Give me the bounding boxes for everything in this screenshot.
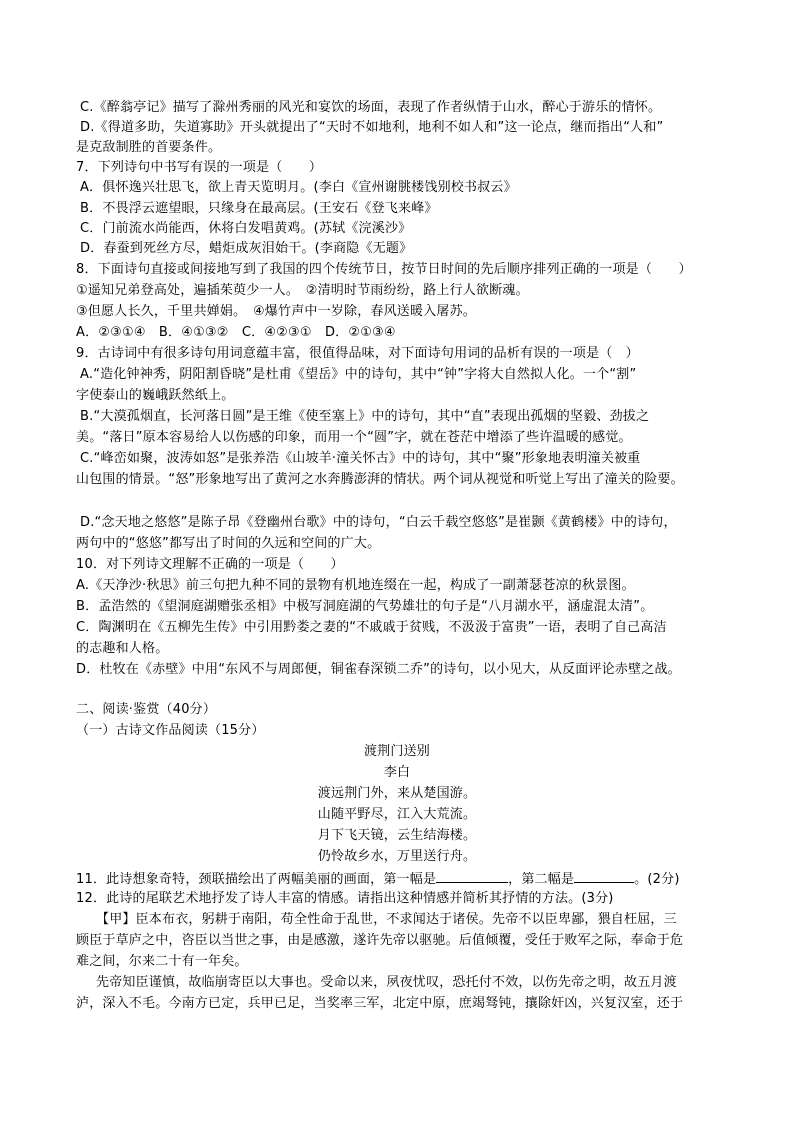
passage-jia-line: 【甲】臣本布衣，躬耕于南阳，苟全性命于乱世，不求闻达于诸侯。先帝不以臣卑鄙，猥自枉屈，三 <box>96 912 677 927</box>
q10-option-b: B．孟浩然的《望洞庭湖赠张丞相》中极写洞庭湖的气势雄壮的句子是“八月湖水平，涵虚混太清”。 <box>76 599 654 614</box>
q12-stem: 12．此诗的尾联艺术地抒发了诗人丰富的情感。请指出这种情感并简析其抒情的方法。(3分) <box>76 891 614 906</box>
q11-text-3: 。(2分) <box>634 872 680 887</box>
q7-option-c: C．门前流水尚能西，休将白发唱黄鸡。(苏轼《浣溪沙》 <box>80 221 412 236</box>
passage-jia-line: 泸，深入不毛。今南方已定，兵甲已足，当奖率三军，北定中原，庶竭驽钝，攘除奸凶，兴复汉室，还于 <box>76 996 684 1011</box>
answer-blank-2[interactable] <box>574 869 634 883</box>
passage-jia-line: 难之间，尔来二十有一年矣。 <box>76 954 248 969</box>
q9-option-c-cont: 山包围的情景。“怒”形象地写出了黄河之水奔腾澎湃的情状。两个词从视觉和听觉上写出了潼关的险要。 <box>76 472 684 487</box>
q11-text-2: ，第二幅是 <box>508 872 575 887</box>
poem-line: 仍怜故乡水，万里送行舟。 <box>317 849 477 864</box>
q11-stem <box>76 869 726 889</box>
q10-option-a: A.《天净沙·秋思》前三句把九种不同的景物有机地连缀在一起，构成了一副萧瑟苍凉的秋景图。 <box>76 578 635 593</box>
q8-verses-2: ③但愿人长久，千里共婵娟。 ④爆竹声中一岁除，春风送暖入屠苏。 <box>76 304 477 319</box>
poem-author: 李白 <box>383 765 411 780</box>
q9-option-d-cont: 两句中的“悠悠”都写出了时间的久远和空间的广大。 <box>76 536 381 551</box>
q9-option-a-cont: 字使泰山的巍峨跃然纸上。 <box>76 388 235 403</box>
q7-stem: 7．下列诗句中书写有误的一项是（ ） <box>76 160 323 175</box>
q10-option-c-cont: 的志趣和人格。 <box>76 641 169 656</box>
poem-line: 渡远荆门外，来从楚国游。 <box>317 786 477 801</box>
q8-stem: 8．下面诗句直接或间接地写到了我国的四个传统节日，按节日时间的先后顺序排列正确的一项是（ ） <box>76 262 692 277</box>
q8-options: A．②③①④ B．④①③② C．④②③① D．②①③④ <box>76 325 396 340</box>
q9-option-d: D.“念天地之悠悠”是陈子昂《登幽州台歌》中的诗句，“白云千载空悠悠”是崔颢《黄鹤楼》中的诗句， <box>80 515 677 530</box>
q9-option-b: B.“大漠孤烟直，长河落日圆”是王维《使至塞上》中的诗句，其中“直”表现出孤烟的坚毅、劲拔之 <box>80 409 650 424</box>
q8-verses-1: ①遥知兄弟登高处，遍插茱萸少一人。 ②清明时节雨纷纷，路上行人欲断魂。 <box>76 283 529 298</box>
q7-option-a: A．俱怀逸兴壮思飞，欲上青天览明月。(李白《宣州谢朓楼饯别校书叔云》 <box>80 180 517 195</box>
q9-option-c: C.“峰峦如聚，波涛如怒”是张养浩《山坡羊·潼关怀古》中的诗句，其中“聚”形象地表明潼关被重 <box>80 451 641 466</box>
poem-line: 山随平野尽，江入大荒流。 <box>317 807 477 822</box>
q9-option-b-cont: 美。“落日”原本容易给人以伤感的印象，而用一个“圆”字，就在苍茫中增添了些许温暖的感觉。 <box>76 430 632 445</box>
q6-option-d-cont: 是克敌制胜的首要条件。 <box>76 140 222 155</box>
section-two-heading: 二、阅读·鉴赏（40分） <box>76 702 217 717</box>
q10-option-d: D．杜牧在《赤壁》中用“东风不与周郎便，铜雀春深锁二乔”的诗句，以小见大，从反面评论赤壁之战。 <box>76 662 681 677</box>
q6-option-d: D.《得道多助，失道寡助》开头就提出了“天时不如地利，地利不如人和”这一论点，继而指出“人和” <box>80 120 664 135</box>
q9-stem: 9．古诗词中有很多诗句用词意蕴丰富，很值得品味，对下面诗句用词的品析有误的一项是（ ） <box>76 346 639 361</box>
q6-option-c: C.《醉翁亭记》描写了滁州秀丽的风光和宴饮的场面，表现了作者纵情于山水，醉心于游乐的情怀。 <box>80 100 662 115</box>
q7-option-d: D．春蚕到死丝方尽，蜡炬成灰泪始干。(李商隐《无题》 <box>80 241 413 256</box>
q7-option-b: B．不畏浮云遮望眼，只缘身在最高层。(王安石《登飞来峰》 <box>80 201 438 216</box>
poem-line: 月下飞天镜，云生结海楼。 <box>317 828 477 843</box>
answer-blank-1[interactable] <box>436 869 508 883</box>
passage-jia-line: 先帝知臣谨慎，故临崩寄臣以大事也。受命以来，夙夜忧叹，恐托付不效，以伤先帝之明，故五月渡 <box>96 975 677 990</box>
q9-option-a: A.“造化钟神秀，阴阳割昏晓”是杜甫《望岳》中的诗句，其中“钟”字将大自然拟人化。一个“割” <box>80 367 637 382</box>
poem-title: 渡荆门送别 <box>363 744 430 759</box>
q11-text-1: 11．此诗想象奇特，颈联描绘出了两幅美丽的画面，第一幅是 <box>76 872 437 887</box>
q10-stem: 10．对下列诗文理解不正确的一项是（ ） <box>76 557 344 572</box>
subsection-heading: （一）古诗文作品阅读（15分） <box>76 723 265 738</box>
q10-option-c: C．陶渊明在《五柳先生传》中引用黔娄之妻的“不戚戚于贫贱，不汲汲于富贵”一语，表明了自己高洁 <box>76 620 667 635</box>
passage-jia-line: 顾臣于草庐之中，咨臣以当世之事，由是感激，遂许先帝以驱驰。后值倾覆，受任于败军之际，奉命于危 <box>76 933 684 948</box>
